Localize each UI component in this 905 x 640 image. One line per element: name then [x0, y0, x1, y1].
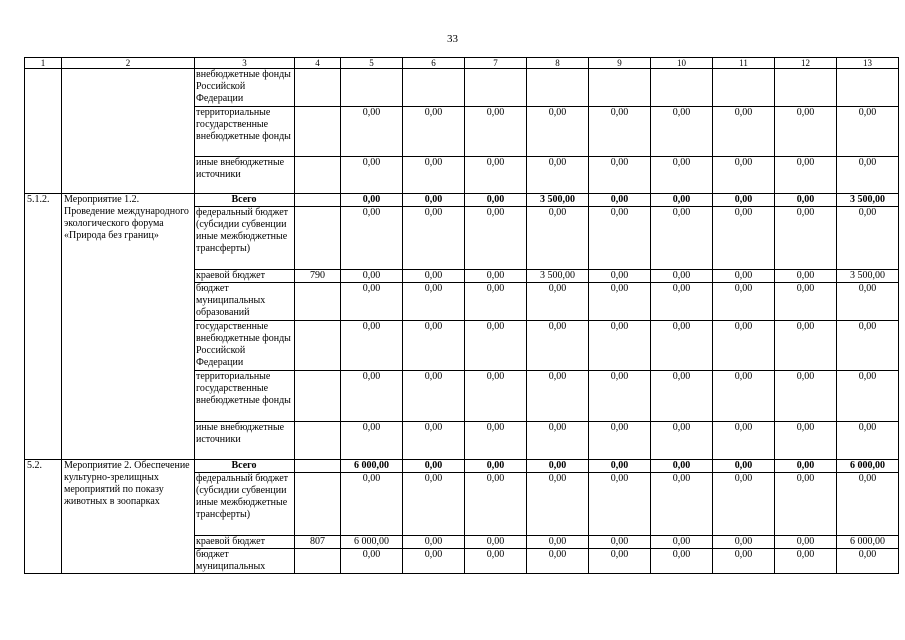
amount-cell: 0,00 — [837, 371, 899, 422]
amount-cell: 0,00 — [713, 107, 775, 157]
budget-code — [295, 69, 341, 107]
amount-cell: 0,00 — [837, 321, 899, 371]
amount-cell: 0,00 — [837, 549, 899, 574]
amount-cell: 3 500,00 — [837, 270, 899, 283]
amount-cell: 0,00 — [403, 157, 465, 194]
amount-cell: 0,00 — [465, 422, 527, 460]
amount-cell: 0,00 — [651, 270, 713, 283]
amount-cell: 0,00 — [775, 207, 837, 270]
funding-source: федеральный бюджет (субсидии субвенции иные межбюджетные трансферты) — [195, 473, 295, 536]
amount-cell — [837, 69, 899, 107]
amount-cell: 0,00 — [589, 549, 651, 574]
amount-cell: 0,00 — [527, 321, 589, 371]
amount-cell: 0,00 — [651, 107, 713, 157]
budget-code — [295, 194, 341, 207]
amount-cell: 0,00 — [527, 549, 589, 574]
amount-cell: 0,00 — [775, 283, 837, 321]
amount-cell: 0,00 — [341, 422, 403, 460]
amount-cell: 0,00 — [527, 460, 589, 473]
amount-cell — [403, 69, 465, 107]
funding-source: государственные внебюджетные фонды Российской Федерации — [195, 321, 295, 371]
budget-code — [295, 107, 341, 157]
column-number: 10 — [651, 58, 713, 69]
amount-cell: 0,00 — [713, 422, 775, 460]
column-number-row — [25, 58, 899, 69]
amount-cell: 0,00 — [713, 283, 775, 321]
amount-cell: 3 500,00 — [527, 270, 589, 283]
amount-cell: 0,00 — [651, 207, 713, 270]
amount-cell: 0,00 — [589, 270, 651, 283]
budget-code — [295, 549, 341, 574]
table-row — [25, 194, 899, 207]
budget-code — [295, 422, 341, 460]
budget-code — [295, 473, 341, 536]
amount-cell: 0,00 — [465, 157, 527, 194]
amount-cell: 0,00 — [713, 270, 775, 283]
amount-cell: 0,00 — [527, 536, 589, 549]
amount-cell: 0,00 — [403, 321, 465, 371]
amount-cell: 0,00 — [837, 107, 899, 157]
budget-code: 807 — [295, 536, 341, 549]
row-code — [25, 69, 62, 194]
amount-cell: 0,00 — [527, 371, 589, 422]
amount-cell: 0,00 — [527, 207, 589, 270]
amount-cell: 0,00 — [403, 283, 465, 321]
budget-code: 790 — [295, 270, 341, 283]
activity-name — [62, 69, 195, 194]
amount-cell — [651, 69, 713, 107]
amount-cell: 0,00 — [403, 549, 465, 574]
amount-cell: 6 000,00 — [837, 536, 899, 549]
amount-cell: 0,00 — [403, 460, 465, 473]
amount-cell — [341, 69, 403, 107]
budget-code — [295, 371, 341, 422]
column-number: 3 — [195, 58, 295, 69]
amount-cell: 0,00 — [341, 283, 403, 321]
amount-cell: 0,00 — [589, 157, 651, 194]
funding-source: территориальные государственные внебюджетные фонды — [195, 107, 295, 157]
amount-cell: 0,00 — [837, 283, 899, 321]
budget-code — [295, 321, 341, 371]
column-number: 6 — [403, 58, 465, 69]
column-number: 13 — [837, 58, 899, 69]
amount-cell: 0,00 — [651, 157, 713, 194]
amount-cell: 0,00 — [403, 422, 465, 460]
table-row — [25, 460, 899, 473]
column-number: 7 — [465, 58, 527, 69]
amount-cell: 0,00 — [713, 371, 775, 422]
column-number: 12 — [775, 58, 837, 69]
amount-cell: 0,00 — [775, 157, 837, 194]
amount-cell: 0,00 — [651, 473, 713, 536]
amount-cell: 0,00 — [651, 460, 713, 473]
amount-cell: 0,00 — [713, 536, 775, 549]
amount-cell: 3 500,00 — [527, 194, 589, 207]
amount-cell: 0,00 — [465, 283, 527, 321]
amount-cell: 0,00 — [341, 270, 403, 283]
activity-name: Мероприятие 2. Обеспечение культурно-зрелищных мероприятий по показу животных в зоопарках — [62, 460, 195, 574]
amount-cell: 0,00 — [341, 371, 403, 422]
amount-cell: 0,00 — [589, 194, 651, 207]
amount-cell: 0,00 — [403, 536, 465, 549]
amount-cell: 6 000,00 — [341, 460, 403, 473]
funding-source: Всего — [195, 460, 295, 473]
funding-source: федеральный бюджет (субсидии субвенции иные межбюджетные трансферты) — [195, 207, 295, 270]
amount-cell: 0,00 — [465, 321, 527, 371]
amount-cell: 0,00 — [775, 473, 837, 536]
amount-cell: 0,00 — [589, 107, 651, 157]
amount-cell: 0,00 — [713, 194, 775, 207]
amount-cell: 0,00 — [589, 207, 651, 270]
column-number: 1 — [25, 58, 62, 69]
amount-cell: 0,00 — [651, 549, 713, 574]
amount-cell: 0,00 — [775, 107, 837, 157]
amount-cell: 0,00 — [341, 207, 403, 270]
amount-cell: 0,00 — [589, 460, 651, 473]
amount-cell: 0,00 — [341, 321, 403, 371]
amount-cell: 0,00 — [341, 157, 403, 194]
amount-cell: 0,00 — [403, 207, 465, 270]
amount-cell: 0,00 — [465, 194, 527, 207]
column-number: 8 — [527, 58, 589, 69]
amount-cell: 0,00 — [465, 549, 527, 574]
amount-cell: 0,00 — [651, 194, 713, 207]
amount-cell: 3 500,00 — [837, 194, 899, 207]
amount-cell: 0,00 — [713, 549, 775, 574]
funding-source: краевой бюджет — [195, 536, 295, 549]
amount-cell: 0,00 — [465, 107, 527, 157]
budget-code — [295, 207, 341, 270]
budget-code — [295, 157, 341, 194]
amount-cell: 0,00 — [713, 207, 775, 270]
amount-cell: 0,00 — [775, 422, 837, 460]
activity-name: Мероприятие 1.2. Проведение международного экологического форума «Природа без границ» — [62, 194, 195, 460]
funding-source: территориальные государственные внебюджетные фонды — [195, 371, 295, 422]
amount-cell: 0,00 — [589, 422, 651, 460]
amount-cell: 0,00 — [651, 371, 713, 422]
amount-cell: 0,00 — [713, 157, 775, 194]
amount-cell: 0,00 — [527, 157, 589, 194]
amount-cell: 0,00 — [341, 194, 403, 207]
amount-cell: 0,00 — [465, 536, 527, 549]
column-number: 5 — [341, 58, 403, 69]
amount-cell: 0,00 — [775, 270, 837, 283]
funding-source: краевой бюджет — [195, 270, 295, 283]
amount-cell: 0,00 — [403, 371, 465, 422]
amount-cell: 0,00 — [341, 549, 403, 574]
amount-cell: 0,00 — [403, 194, 465, 207]
amount-cell: 0,00 — [341, 107, 403, 157]
amount-cell: 0,00 — [775, 460, 837, 473]
budget-code — [295, 283, 341, 321]
row-code: 5.2. — [25, 460, 62, 574]
amount-cell: 0,00 — [651, 283, 713, 321]
amount-cell: 0,00 — [775, 194, 837, 207]
amount-cell — [589, 69, 651, 107]
funding-source: иные внебюджетные источники — [195, 422, 295, 460]
amount-cell: 0,00 — [465, 371, 527, 422]
amount-cell: 0,00 — [589, 536, 651, 549]
amount-cell: 0,00 — [589, 473, 651, 536]
amount-cell: 6 000,00 — [837, 460, 899, 473]
amount-cell — [527, 69, 589, 107]
amount-cell: 0,00 — [589, 283, 651, 321]
amount-cell: 0,00 — [527, 473, 589, 536]
amount-cell: 0,00 — [465, 473, 527, 536]
funding-source: Всего — [195, 194, 295, 207]
column-number: 2 — [62, 58, 195, 69]
table-row — [25, 69, 899, 107]
funding-source: внебюджетные фонды Российской Федерации — [195, 69, 295, 107]
amount-cell: 0,00 — [837, 207, 899, 270]
amount-cell: 0,00 — [465, 460, 527, 473]
amount-cell: 0,00 — [527, 283, 589, 321]
amount-cell: 0,00 — [837, 422, 899, 460]
column-number: 9 — [589, 58, 651, 69]
row-code: 5.1.2. — [25, 194, 62, 460]
amount-cell: 0,00 — [403, 270, 465, 283]
amount-cell: 0,00 — [589, 371, 651, 422]
amount-cell: 0,00 — [403, 107, 465, 157]
amount-cell: 0,00 — [527, 422, 589, 460]
amount-cell: 6 000,00 — [341, 536, 403, 549]
amount-cell: 0,00 — [651, 536, 713, 549]
amount-cell: 0,00 — [775, 549, 837, 574]
amount-cell: 0,00 — [465, 207, 527, 270]
column-number: 4 — [295, 58, 341, 69]
funding-source: бюджет муниципальных образований — [195, 283, 295, 321]
page-number: 33 — [447, 33, 458, 45]
funding-source: бюджет муниципальных — [195, 549, 295, 574]
amount-cell: 0,00 — [837, 473, 899, 536]
amount-cell — [775, 69, 837, 107]
amount-cell: 0,00 — [651, 321, 713, 371]
funding-source: иные внебюджетные источники — [195, 157, 295, 194]
amount-cell: 0,00 — [713, 473, 775, 536]
column-number: 11 — [713, 58, 775, 69]
budget-table — [24, 57, 899, 574]
amount-cell: 0,00 — [775, 321, 837, 371]
amount-cell: 0,00 — [341, 473, 403, 536]
amount-cell: 0,00 — [465, 270, 527, 283]
amount-cell: 0,00 — [527, 107, 589, 157]
amount-cell: 0,00 — [837, 157, 899, 194]
amount-cell: 0,00 — [713, 321, 775, 371]
amount-cell: 0,00 — [589, 321, 651, 371]
amount-cell — [713, 69, 775, 107]
amount-cell: 0,00 — [651, 422, 713, 460]
amount-cell: 0,00 — [403, 473, 465, 536]
amount-cell — [465, 69, 527, 107]
budget-code — [295, 460, 341, 473]
amount-cell: 0,00 — [713, 460, 775, 473]
amount-cell: 0,00 — [775, 536, 837, 549]
amount-cell: 0,00 — [775, 371, 837, 422]
